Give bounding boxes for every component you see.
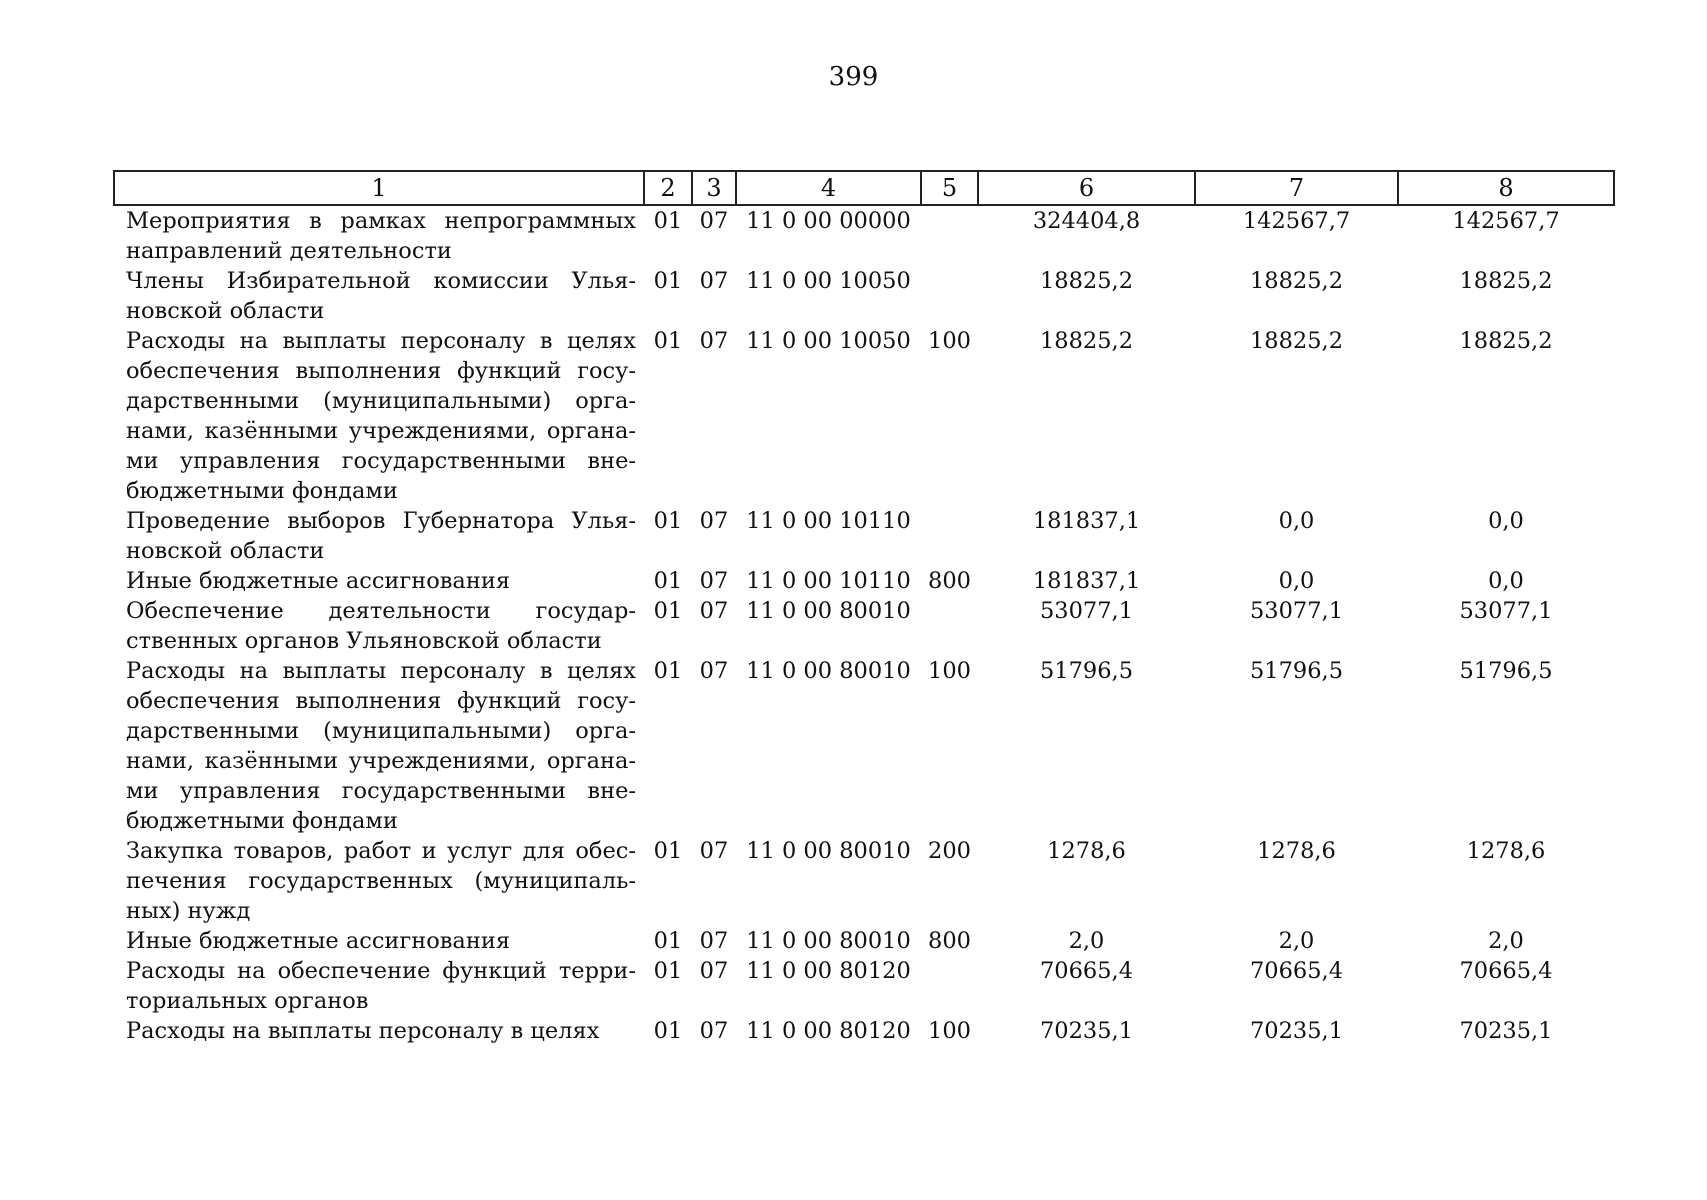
row-subsection: 07 [699, 958, 729, 984]
table-row [114, 596, 1614, 656]
table-row [114, 266, 1614, 326]
row-name: Расходы на обеспечение функций территориальных органов [126, 958, 636, 1014]
row-amount-7: 142567,7 [1242, 208, 1351, 234]
row-target-article: 11 0 00 80120 [746, 958, 911, 984]
row-amount-8: 18825,2 [1459, 268, 1553, 294]
row-amount-8: 1278,6 [1466, 838, 1546, 864]
row-expense-type: 800 [928, 928, 971, 954]
row-amount-8: 70235,1 [1459, 1018, 1553, 1044]
column-header-3: 3 [692, 171, 736, 205]
row-target-article: 11 0 00 80010 [746, 928, 911, 954]
row-section: 01 [653, 268, 683, 294]
table-row [114, 956, 1614, 1016]
row-subsection: 07 [699, 838, 729, 864]
row-amount-8: 18825,2 [1459, 328, 1553, 354]
row-subsection: 07 [699, 598, 729, 624]
row-amount-7: 70665,4 [1249, 958, 1344, 984]
row-section: 01 [653, 508, 683, 534]
table-row [114, 1016, 1614, 1046]
row-expense-type [921, 506, 978, 566]
column-header-5: 5 [921, 171, 978, 205]
row-target-article: 11 0 00 10110 [746, 508, 911, 534]
table-row [114, 656, 1614, 836]
column-header-7: 7 [1195, 171, 1398, 205]
row-amount-6: 70665,4 [1039, 958, 1134, 984]
row-target-article: 11 0 00 10110 [746, 568, 911, 594]
row-amount-6: 18825,2 [1039, 268, 1134, 294]
table-row [114, 836, 1614, 926]
row-amount-6: 18825,2 [1039, 328, 1134, 354]
row-amount-6: 181837,1 [1032, 568, 1141, 594]
row-target-article: 11 0 00 80010 [746, 838, 911, 864]
table-row [114, 566, 1614, 596]
row-amount-8: 2,0 [1488, 928, 1524, 954]
row-amount-7: 53077,1 [1249, 598, 1344, 624]
row-amount-8: 70665,4 [1459, 958, 1553, 984]
row-amount-7: 0,0 [1278, 508, 1315, 534]
row-amount-6: 1278,6 [1047, 838, 1126, 864]
row-expense-type: 200 [928, 838, 971, 864]
row-amount-8: 53077,1 [1459, 598, 1553, 624]
row-amount-6: 2,0 [1068, 928, 1105, 954]
row-section: 01 [653, 658, 683, 684]
row-subsection: 07 [699, 508, 729, 534]
row-amount-7: 51796,5 [1249, 658, 1344, 684]
row-subsection: 07 [699, 1018, 729, 1044]
row-subsection: 07 [699, 208, 729, 234]
row-section: 01 [653, 328, 683, 354]
row-subsection: 07 [699, 268, 729, 294]
row-expense-type [921, 596, 978, 656]
row-amount-8: 51796,5 [1459, 658, 1553, 684]
budget-table [113, 170, 1615, 1046]
row-subsection: 07 [699, 658, 729, 684]
row-amount-6: 181837,1 [1032, 508, 1141, 534]
table-row [114, 326, 1614, 506]
table-header-row [114, 171, 1614, 205]
row-target-article: 11 0 00 00000 [746, 208, 911, 234]
row-amount-6: 70235,1 [1039, 1018, 1134, 1044]
row-amount-7: 70235,1 [1249, 1018, 1344, 1044]
row-section: 01 [653, 958, 683, 984]
row-amount-8: 0,0 [1488, 568, 1524, 594]
row-name: Иные бюджетные ассигнования [126, 928, 511, 954]
row-target-article: 11 0 00 80120 [746, 1018, 911, 1044]
row-target-article: 11 0 00 10050 [746, 328, 911, 354]
row-subsection: 07 [699, 328, 729, 354]
row-name: Расходы на выплаты персоналу в целях [126, 1018, 600, 1044]
row-amount-7: 2,0 [1278, 928, 1315, 954]
row-name: Расходы на выплаты персоналу в целях обеспечения выполнения функций государственными (муниципальными) органами, казёнными учреждениями, органами управления государственными внебюджетными фондами [126, 328, 636, 504]
row-amount-6: 53077,1 [1039, 598, 1134, 624]
row-subsection: 07 [699, 928, 729, 954]
row-amount-6: 324404,8 [1032, 208, 1141, 234]
row-expense-type [921, 205, 978, 266]
row-section: 01 [653, 208, 683, 234]
table-row [114, 926, 1614, 956]
row-section: 01 [653, 598, 683, 624]
row-section: 01 [653, 928, 683, 954]
row-amount-8: 142567,7 [1452, 208, 1560, 234]
row-amount-8: 0,0 [1488, 508, 1524, 534]
row-section: 01 [653, 838, 683, 864]
column-header-6: 6 [978, 171, 1195, 205]
row-expense-type [921, 956, 978, 1016]
row-expense-type: 100 [928, 1018, 971, 1044]
row-amount-7: 18825,2 [1249, 328, 1344, 354]
row-name: Закупка товаров, работ и услуг для обеспечения государственных (муниципальных) нужд [126, 838, 636, 924]
row-name: Проведение выборов Губернатора Ульяновской области [126, 508, 636, 564]
row-target-article: 11 0 00 80010 [746, 598, 911, 624]
row-target-article: 11 0 00 80010 [746, 658, 911, 684]
page-number: 399 [828, 62, 879, 92]
table-row [114, 205, 1614, 266]
row-target-article: 11 0 00 10050 [746, 268, 911, 294]
row-name: Иные бюджетные ассигнования [126, 568, 511, 594]
row-expense-type: 800 [928, 568, 971, 594]
column-header-1: 1 [114, 171, 644, 205]
row-expense-type [921, 266, 978, 326]
row-name: Расходы на выплаты персоналу в целях обеспечения выполнения функций государственными (муниципальными) органами, казёнными учреждениями, органами управления государственными внебюджетными фондами [126, 658, 636, 834]
row-name: Члены Избирательной комиссии Ульяновской области [126, 268, 636, 324]
row-amount-6: 51796,5 [1039, 658, 1134, 684]
table-row [114, 506, 1614, 566]
column-header-4: 4 [736, 171, 921, 205]
column-header-8: 8 [1398, 171, 1614, 205]
row-expense-type: 100 [928, 658, 971, 684]
row-name: Мероприятия в рамках непрограммных направлений деятельности [126, 208, 636, 264]
row-amount-7: 1278,6 [1257, 838, 1336, 864]
row-section: 01 [653, 568, 683, 594]
row-name: Обеспечение деятельности государственных органов Ульяновской области [126, 598, 636, 654]
column-header-2: 2 [644, 171, 692, 205]
row-expense-type: 100 [928, 328, 971, 354]
row-section: 01 [653, 1018, 683, 1044]
row-amount-7: 18825,2 [1249, 268, 1344, 294]
row-subsection: 07 [699, 568, 729, 594]
row-amount-7: 0,0 [1278, 568, 1315, 594]
